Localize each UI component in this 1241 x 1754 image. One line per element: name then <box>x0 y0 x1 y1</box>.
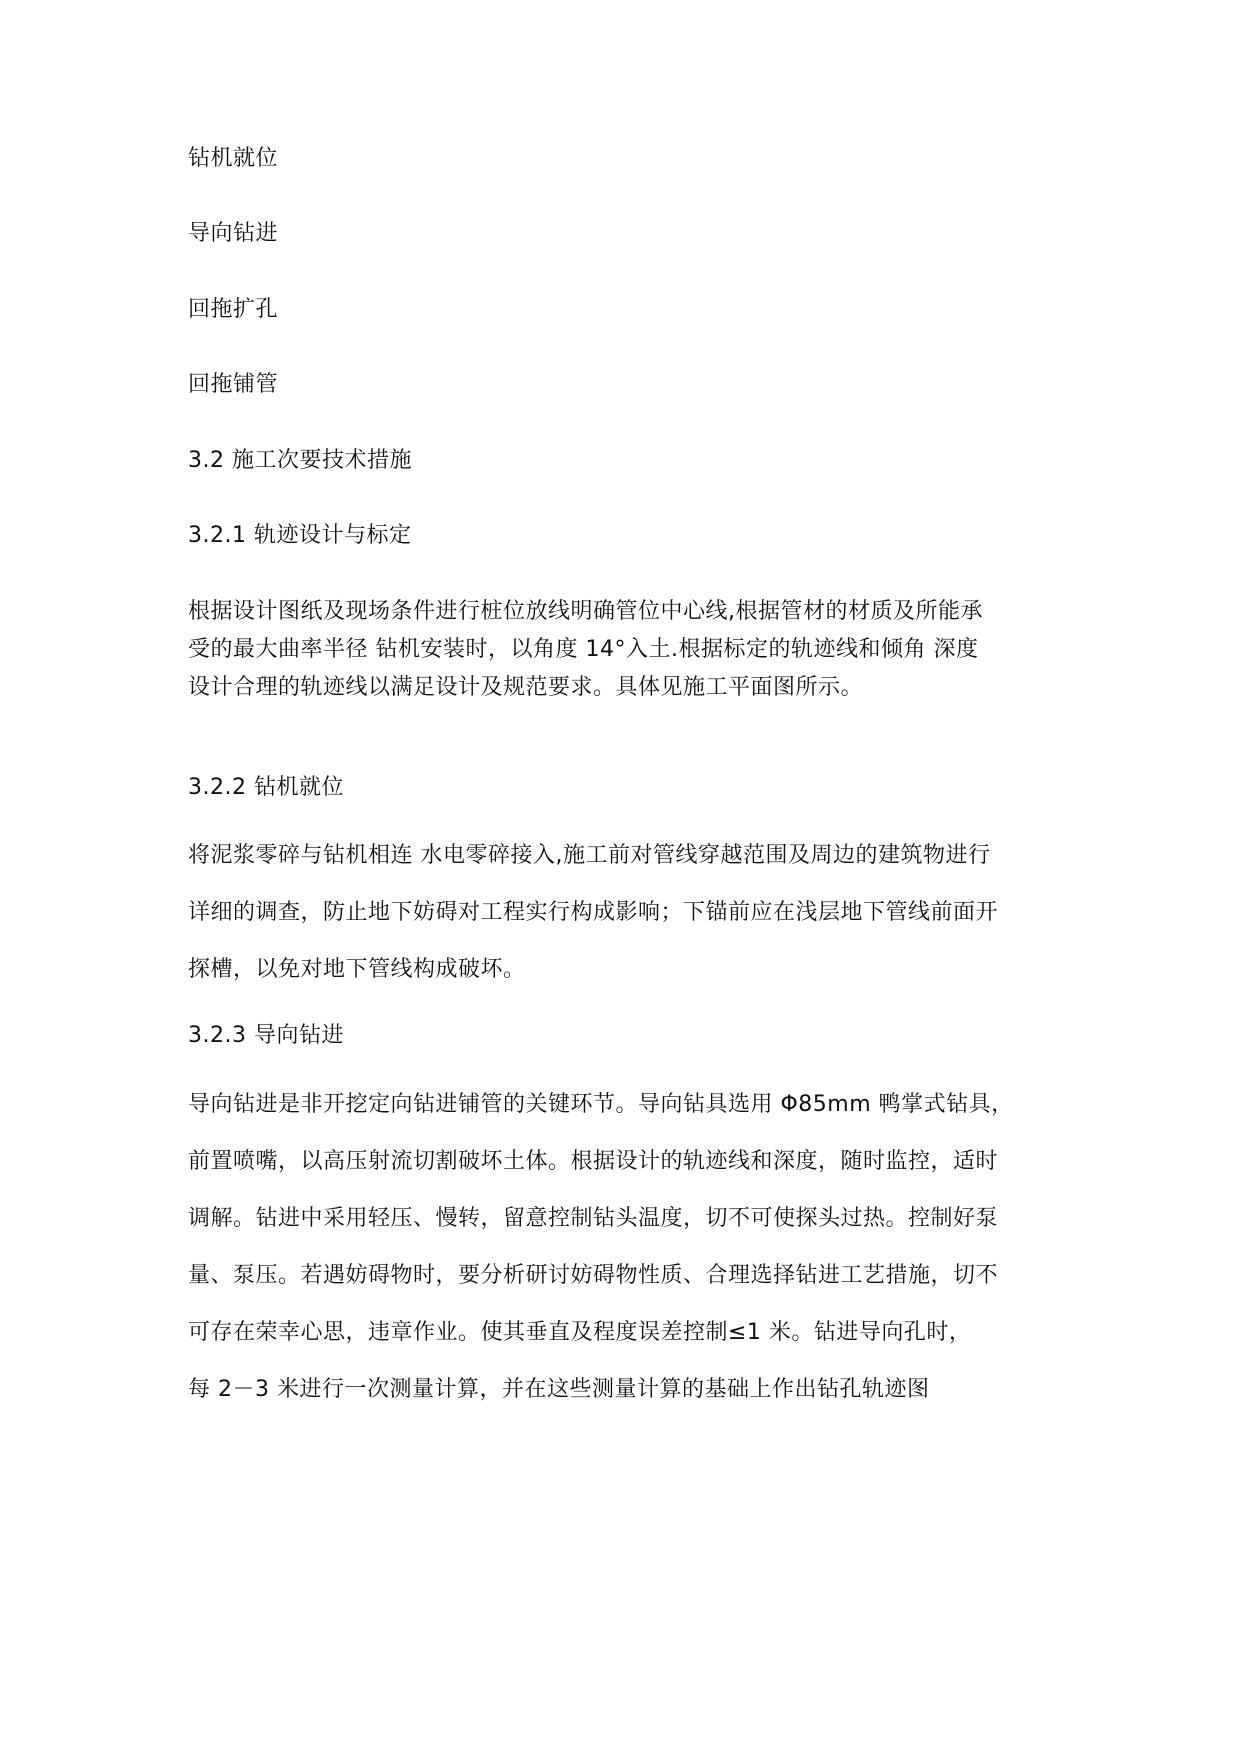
paragraph-line: 可存在荣幸心思，违章作业。使其垂直及程度误差控制≤1 米。钻进导向孔时， <box>188 1320 972 1345</box>
paragraph-line: 前置喷嘴，以高压射流切割破坏土体。根据设计的轨迹线和深度，随时监控，适时 <box>188 1149 999 1174</box>
step-drill-positioning: 钻机就位 <box>188 146 279 171</box>
step-back-reaming: 回拖扩孔 <box>188 297 279 322</box>
section-heading-3-2-3: 3.2.3 导向钻进 <box>188 1023 344 1048</box>
paragraph-line: 量、泵压。若遇妨碍物时，要分析研讨妨碍物性质、合理选择钻进工艺措施，切不 <box>188 1263 999 1288</box>
paragraph-3-2-3 <box>188 1076 1088 1418</box>
section-heading-3-2-1: 3.2.1 轨迹设计与标定 <box>188 523 412 548</box>
step-pilot-drilling: 导向钻进 <box>188 221 279 246</box>
paragraph-3-2-2 <box>188 827 1088 998</box>
paragraph-line: 将泥浆零碎与钻机相连 水电零碎接入,施工前对管线穿越范围及周边的建筑物进行 <box>188 843 991 868</box>
paragraph-line: 导向钻进是非开挖定向钻进铺管的关键环节。导向钻具选用 Φ85mm 鸭掌式钻具， <box>188 1092 1014 1117</box>
paragraph-line: 探槽，以免对地下管线构成破坏。 <box>188 957 526 982</box>
paragraph-line: 受的最大曲率半径 钻机安装时，以角度 14°入土.根据标定的轨迹线和倾角 深度 <box>188 637 979 662</box>
paragraph-3-2-1 <box>188 593 1088 707</box>
paragraph-line: 调解。钻进中采用轻压、慢转，留意控制钻头温度，切不可使探头过热。控制好泵 <box>188 1206 999 1231</box>
step-pipe-pullback: 回拖铺管 <box>188 372 279 397</box>
section-heading-3-2-2: 3.2.2 钻机就位 <box>188 775 344 800</box>
paragraph-line: 根据设计图纸及现场条件进行桩位放线明确管位中心线,根据管材的材质及所能承 <box>188 599 983 624</box>
paragraph-line: 详细的调查，防止地下妨碍对工程实行构成影响；下锚前应在浅层地下管线前面开 <box>188 900 999 925</box>
paragraph-line: 每 2－3 米进行一次测量计算，并在这些测量计算的基础上作出钻孔轨迹图 <box>188 1377 930 1402</box>
paragraph-line: 设计合理的轨迹线以满足设计及规范要求。具体见施工平面图所示。 <box>188 675 864 700</box>
section-heading-3-2: 3.2 施工次要技术措施 <box>188 448 412 473</box>
